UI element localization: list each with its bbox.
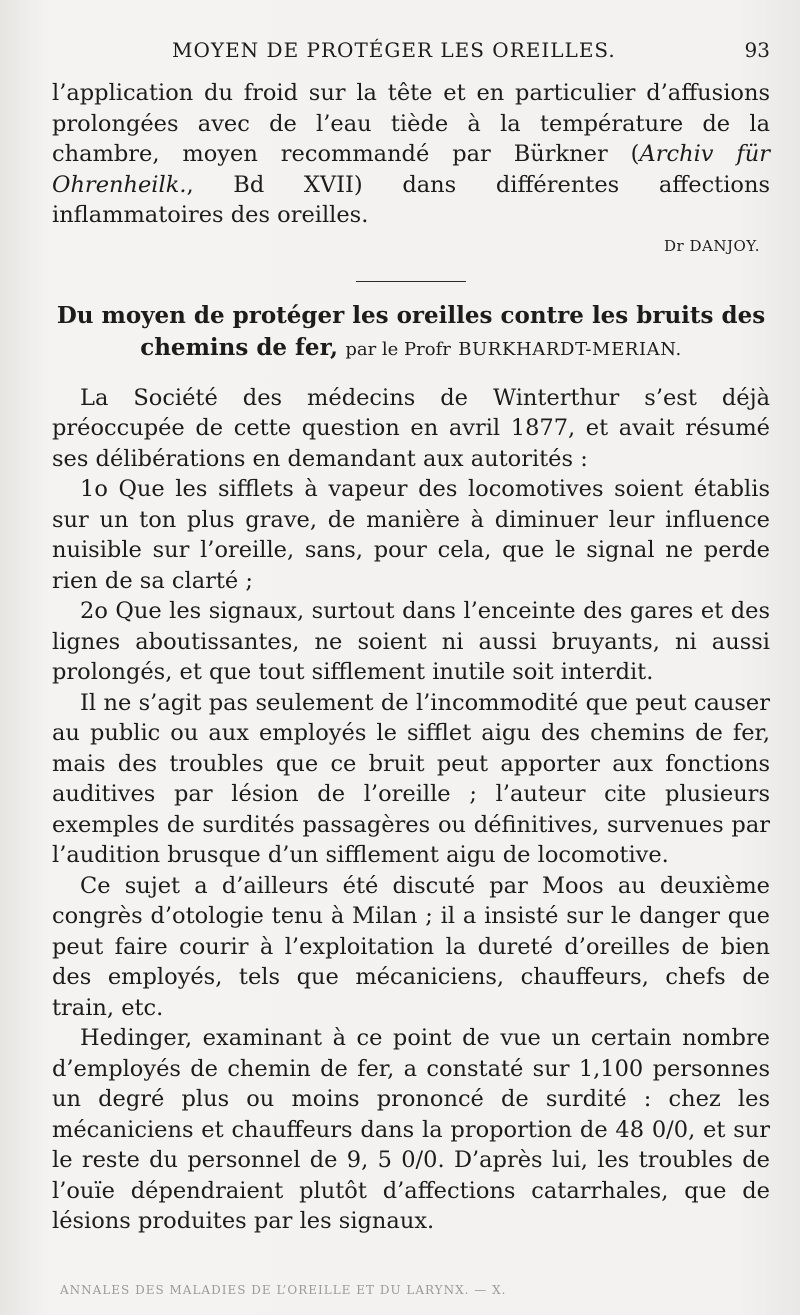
previous-article-text: l’application du froid sur la tête et en particulier d’affusions prolongées avec de l’eau tiède à la température de la chambre, moyen recommandé par Bürkner ( bbox=[52, 80, 770, 167]
page-body bbox=[52, 78, 770, 1237]
paragraph-1: La Société des médecins de Winterthur s’est déjà préoccupée de cette question en avril 1877, et avait résumé ses délibérations en demandant aux autorités : bbox=[52, 384, 770, 472]
previous-article-text-after: , Bd XVII) dans différentes affections inflammatoires des oreilles. bbox=[52, 171, 770, 228]
author-signature: Dr DANJOY. bbox=[664, 236, 760, 255]
paragraph-3: 2o Que les signaux, surtout dans l’enceinte des gares et des lignes aboutissantes, ne soient ni aussi bruyants, ni aussi prolongés, et que tout sifflement inutile soit interdit. bbox=[52, 598, 770, 685]
article-title: Du moyen de protéger les oreilles contre les bruits des chemins de fer, bbox=[56, 301, 766, 361]
page-number: 93 bbox=[744, 38, 770, 62]
paragraph-5: Ce sujet a d’ailleurs été discuté par Moos au deuxième congrès d’otologie tenu à Milan ; il a insisté sur le danger que peut faire courir à l’exploitation la dureté d’oreilles de bien des employés, tels que mécaniciens, chauffeurs, chefs de train, etc. bbox=[52, 872, 770, 1021]
paragraph-4: Il ne s’agit pas seulement de l’incommodité que peut causer au public ou aux employés le sifflet aigu des chemins de fer, mais des troubles que ce bruit peut apporter aux fonctions auditives par lésion de l’oreille ; l’auteur cite plusieurs exemples de surdités passagères ou définitives, survenues par l’audition brusque d’un sifflement aigu de locomotive. bbox=[52, 689, 770, 868]
running-head: MOYEN DE PROTÉGER LES OREILLES. bbox=[172, 38, 616, 62]
journal-citation: Archiv für Ohrenheilk. bbox=[52, 141, 770, 198]
page-footer: ANNALES DES MALADIES DE L’OREILLE ET DU LARYNX. — X. bbox=[60, 1283, 507, 1297]
page-header bbox=[52, 38, 770, 68]
article-byline-prefix: par le Profr bbox=[345, 338, 451, 360]
paragraph-2: 1o Que les sifflets à vapeur des locomotives soient établis sur un ton plus grave, de manière à diminuer leur influence nuisible sur l’oreille, sans, pour cela, que le signal ne perde rien de sa clarté ; bbox=[52, 476, 770, 594]
previous-article-ending bbox=[52, 78, 770, 231]
section-divider bbox=[356, 281, 466, 282]
paragraph-6: Hedinger, examinant à ce point de vue un certain nombre d’employés de chemin de fer, a constaté sur 1,100 personnes un degré plus ou moins prononcé de surdité : chez les mécaniciens et chauffeurs dans la proportion de 48 0/0, et sur le reste du personnel de 9, 5 0/0. D’après lui, les troubles de l’ouïe dépendraient plutôt d’affections catarrhales, que de lésions produites par les signaux. bbox=[52, 1025, 770, 1234]
article-author: BURKHARDT-MERIAN. bbox=[458, 338, 682, 360]
article-title-block bbox=[52, 300, 770, 365]
